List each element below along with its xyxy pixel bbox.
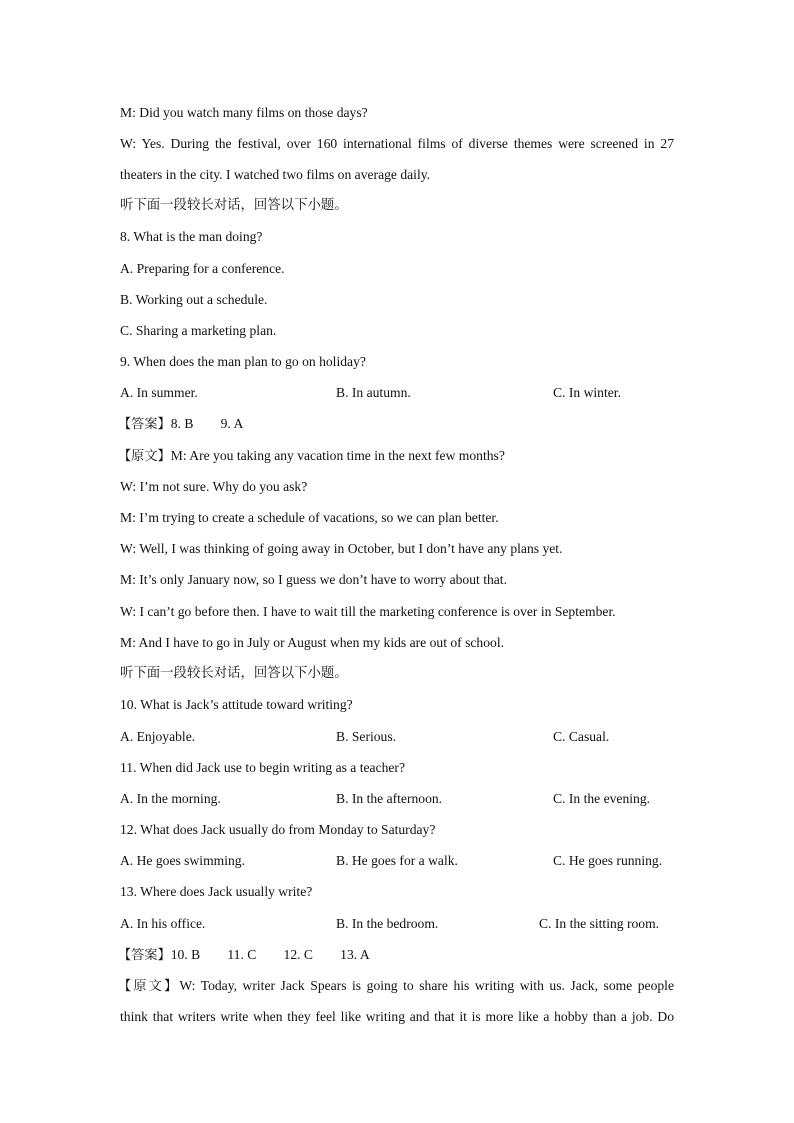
script-line: think that writers write when they feel like writing and that it is more like a hobby than a job. Do — [120, 1009, 674, 1024]
dialog-line: W: Yes. During the festival, over 160 international films of diverse themes were screened in 27 — [120, 136, 674, 151]
script-tag: 【原文】 — [118, 979, 180, 994]
question-13-option-a: A. In his office. — [120, 916, 206, 931]
question-9-option-b: B. In autumn. — [336, 385, 411, 400]
question-10-option-c: C. Casual. — [553, 729, 610, 744]
section-instruction: 听下面一段较长对话，回答以下小题。 — [120, 666, 348, 681]
question-11-option-a: A. In the morning. — [120, 791, 221, 806]
question-8-option-a: A. Preparing for a conference. — [120, 261, 285, 276]
answer-line — [118, 416, 243, 433]
question-8-option-c: C. Sharing a marketing plan. — [120, 323, 277, 338]
question-13-option-c: C. In the sitting room. — [539, 916, 660, 931]
script-line: M: I’m trying to create a schedule of vacations, so we can plan better. — [120, 510, 499, 525]
script-line: M: It’s only January now, so I guess we don’t have to worry about that. — [120, 572, 507, 587]
dialog-line: theaters in the city. I watched two films on average daily. — [120, 167, 431, 182]
answer-text: 8. B 9. A — [170, 416, 244, 431]
question-12: 12. What does Jack usually do from Monday to Saturday? — [120, 822, 436, 837]
question-12-option-a: A. He goes swimming. — [120, 853, 245, 868]
script-line — [118, 978, 674, 995]
question-12-option-c: C. He goes running. — [553, 853, 663, 868]
question-8: 8. What is the man doing? — [120, 229, 263, 244]
question-11-option-c: C. In the evening. — [553, 791, 651, 806]
question-9-option-a: A. In summer. — [120, 385, 198, 400]
script-line: W: I’m not sure. Why do you ask? — [120, 479, 308, 494]
question-9: 9. When does the man plan to go on holiday? — [120, 354, 366, 369]
question-11-option-b: B. In the afternoon. — [336, 791, 443, 806]
question-9-option-c: C. In winter. — [553, 385, 621, 400]
question-10-option-a: A. Enjoyable. — [120, 729, 196, 744]
script-line — [118, 448, 505, 465]
answer-tag: 【答案】 — [118, 948, 171, 963]
script-text: W: Today, writer Jack Spears is going to share his writing with us. Jack, some people — [179, 978, 674, 993]
script-line: W: Well, I was thinking of going away in October, but I don’t have any plans yet. — [120, 541, 563, 556]
answer-text: 10. B 11. C 12. C 13. A — [170, 947, 370, 962]
script-tag: 【原文】 — [118, 449, 171, 464]
question-13-option-b: B. In the bedroom. — [336, 916, 439, 931]
script-line: M: And I have to go in July or August when my kids are out of school. — [120, 635, 504, 650]
question-10: 10. What is Jack’s attitude toward writing? — [120, 697, 353, 712]
dialog-line: M: Did you watch many films on those days? — [120, 105, 368, 120]
section-instruction: 听下面一段较长对话，回答以下小题。 — [120, 198, 348, 213]
question-10-option-b: B. Serious. — [336, 729, 397, 744]
question-13: 13. Where does Jack usually write? — [120, 884, 313, 899]
answer-tag: 【答案】 — [118, 417, 171, 432]
script-text: M: Are you taking any vacation time in the next few months? — [170, 448, 505, 463]
question-8-option-b: B. Working out a schedule. — [120, 292, 268, 307]
question-12-option-b: B. He goes for a walk. — [336, 853, 458, 868]
script-line: W: I can’t go before then. I have to wait till the marketing conference is over in September. — [120, 604, 616, 619]
answer-line — [118, 947, 370, 964]
question-11: 11. When did Jack use to begin writing as a teacher? — [120, 760, 405, 775]
